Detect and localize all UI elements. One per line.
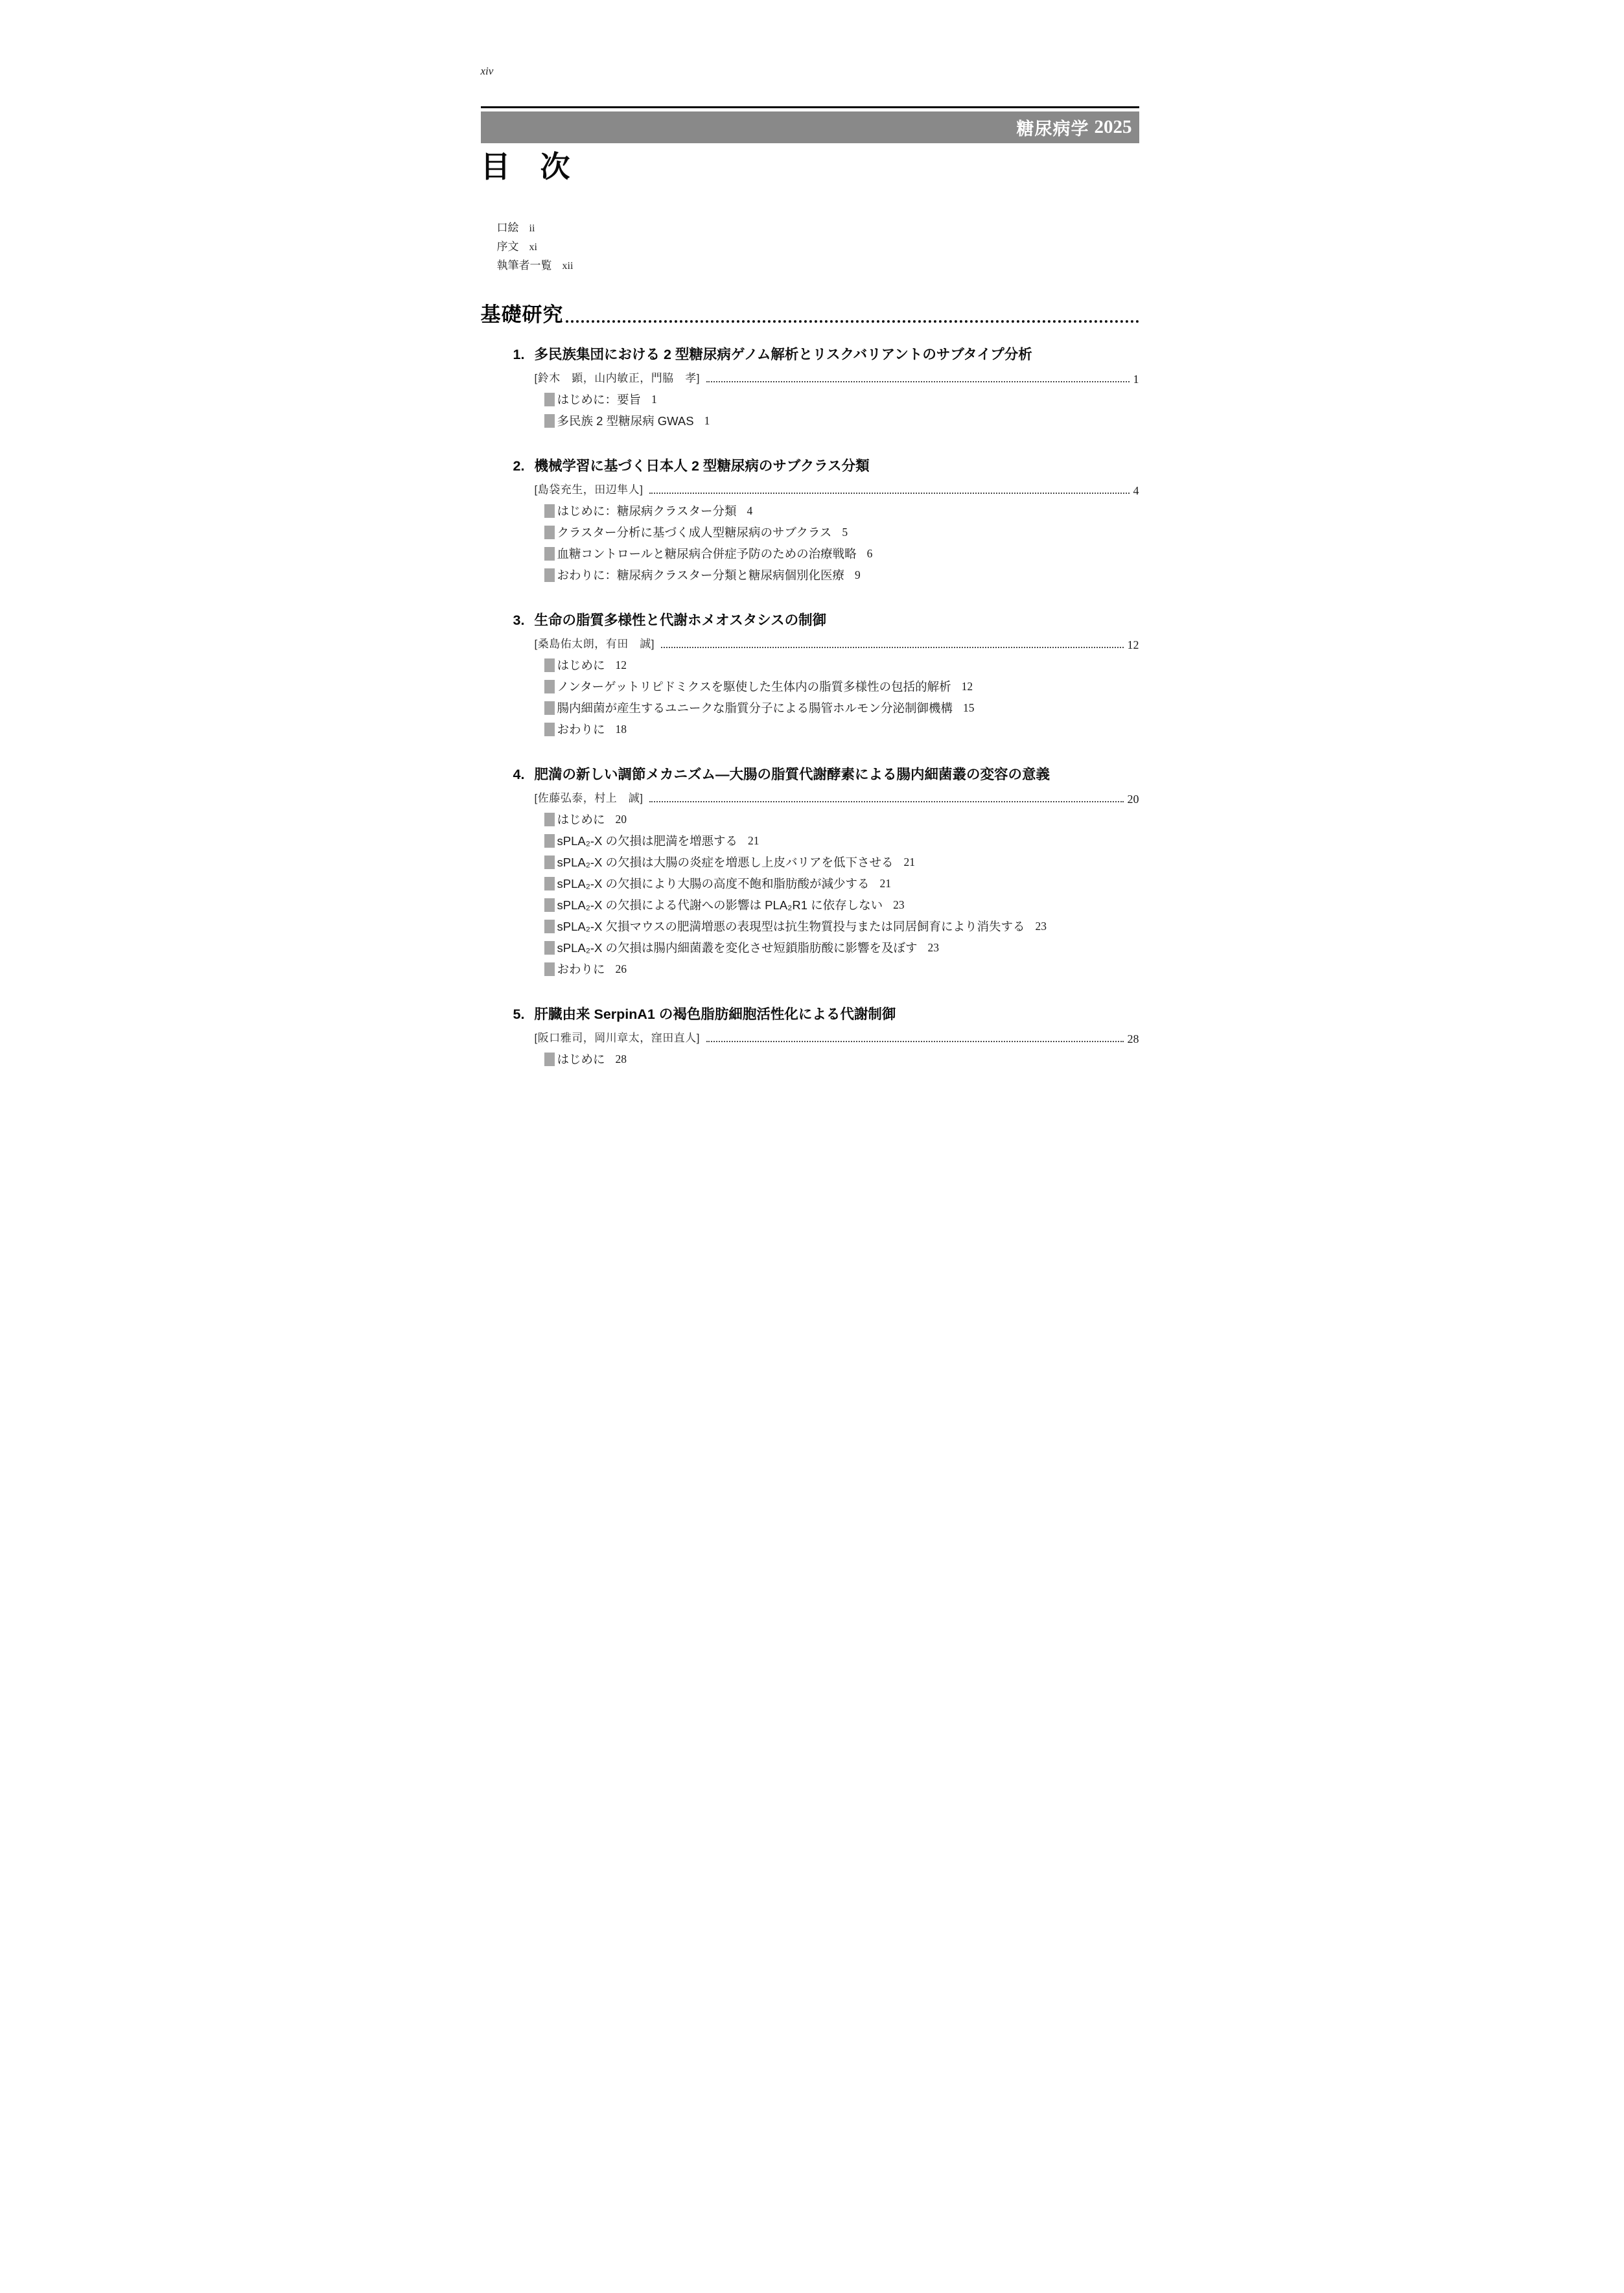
square-bullet-icon <box>544 834 555 848</box>
square-bullet-icon <box>544 920 555 933</box>
front-matter-list <box>481 222 1139 272</box>
toc-subitem <box>544 526 1139 539</box>
toc-subitem <box>544 856 1139 869</box>
subitem-page-number: 23 <box>893 898 905 911</box>
entry-title: 肥満の新しい調節メカニズム―大腸の脂質代謝酵素による腸内細菌叢の変容の意義 <box>534 767 1050 782</box>
dotted-leader <box>649 493 1129 494</box>
subitem-page-number: 21 <box>903 856 916 868</box>
subitem-page-number: 12 <box>615 658 627 671</box>
subitem-title: おわりに <box>557 723 605 736</box>
subitem-page-number: 6 <box>866 547 873 560</box>
dotted-leader <box>706 1041 1124 1042</box>
subitem-title: 腸内細菌が産生するユニークな脂質分子による腸管ホルモン分泌制御機構 <box>557 701 953 715</box>
toc-subitem <box>544 568 1139 582</box>
square-bullet-icon <box>544 393 555 406</box>
entry-authors-row <box>513 791 1139 805</box>
subitem-title: はじめに <box>557 658 605 672</box>
book-title: 糖尿病学 <box>1016 119 1089 139</box>
entry-page-number: 1 <box>1133 373 1139 386</box>
subitem-list <box>513 1053 1139 1066</box>
entry-title-row <box>513 458 1139 474</box>
subitem-page-number: 26 <box>615 962 627 975</box>
subitem-title: sPLA₂-X 欠損マウスの肥満増悪の表現型は抗生物質投与または同居飼育により消失する <box>557 920 1025 933</box>
square-bullet-icon <box>544 877 555 890</box>
entry-authors-row <box>513 483 1139 496</box>
entry-authors: [桑島佑太朗，有田 誠] <box>534 638 655 650</box>
toc-entry <box>481 766 1139 976</box>
subitem-page-number: 1 <box>704 414 710 427</box>
toc-subitem <box>544 393 1139 406</box>
toc-subitem <box>544 898 1139 912</box>
entry-title-row <box>513 612 1139 629</box>
section-header <box>481 303 1139 327</box>
square-bullet-icon <box>544 941 555 955</box>
subitem-title: おわりに：糖尿病クラスター分類と糖尿病個別化医療 <box>557 568 844 582</box>
entry-number: 3. <box>513 612 525 628</box>
entry-page-number: 28 <box>1127 1032 1139 1045</box>
subitem-page-number: 21 <box>879 877 892 890</box>
subitem-page-number: 1 <box>651 393 657 406</box>
entry-authors: [鈴木 顕，山内敏正，門脇 孝] <box>534 372 700 384</box>
square-bullet-icon <box>544 898 555 912</box>
subitem-title: sPLA₂-X の欠損による代謝への影響は PLA₂R1 に依存しない <box>557 898 883 912</box>
entry-title: 機械学習に基づく日本人 2 型糖尿病のサブクラス分類 <box>534 458 870 474</box>
toc-subitem <box>544 701 1139 715</box>
book-year: 2025 <box>1094 117 1132 137</box>
entry-page-number: 20 <box>1127 793 1139 806</box>
entry-title-row <box>513 1006 1139 1023</box>
entry-authors-row <box>513 637 1139 651</box>
subitem-page-number: 20 <box>615 813 627 826</box>
subitem-title: はじめに <box>557 1053 605 1066</box>
square-bullet-icon <box>544 680 555 693</box>
subitem-title: おわりに <box>557 962 605 976</box>
subitem-page-number: 5 <box>842 526 848 539</box>
entry-authors-row <box>513 371 1139 385</box>
subitem-title: sPLA₂-X の欠損は肥満を増悪する <box>557 834 738 848</box>
entry-number: 5. <box>513 1007 525 1022</box>
subitem-page-number: 15 <box>963 701 975 714</box>
toc-subitem <box>544 834 1139 848</box>
page-title: 目 次 <box>480 150 570 183</box>
toc-subitem <box>544 1053 1139 1066</box>
toc-subitem <box>544 941 1139 955</box>
subitem-page-number: 28 <box>615 1053 627 1065</box>
entry-number: 4. <box>513 767 525 782</box>
front-matter-page-number: xii <box>562 261 574 272</box>
square-bullet-icon <box>544 414 555 428</box>
subitem-title: 血糖コントロールと糖尿病合併症予防のための治療戦略 <box>557 547 857 561</box>
subitem-title: クラスター分析に基づく成人型糖尿病のサブクラス <box>557 526 832 539</box>
entry-authors-row <box>513 1031 1139 1045</box>
front-matter-page-number: xi <box>529 242 537 253</box>
front-matter-label: 執筆者一覧 <box>496 259 552 272</box>
entry-title-row <box>513 766 1139 783</box>
entry-page-number: 12 <box>1127 638 1139 651</box>
toc-subitem <box>544 723 1139 736</box>
subitem-list <box>513 813 1139 976</box>
toc-subitem <box>544 547 1139 561</box>
subitem-title: sPLA₂-X の欠損により大腸の高度不飽和脂肪酸が減少する <box>557 877 870 890</box>
front-matter-page-number: ii <box>529 223 535 234</box>
toc-subitem <box>544 813 1139 826</box>
toc-subitem <box>544 920 1139 933</box>
square-bullet-icon <box>544 813 555 826</box>
subitem-title: はじめに <box>557 813 605 826</box>
toc-subitem <box>544 962 1139 976</box>
entry-number: 1. <box>513 347 525 362</box>
entry-title: 多民族集団における 2 型糖尿病ゲノム解析とリスクバリアントのサブタイプ分析 <box>534 347 1032 362</box>
entry-authors: [阪口雅司，岡川章太，窪田直人] <box>534 1032 700 1044</box>
square-bullet-icon <box>544 504 555 518</box>
header-rule <box>481 106 1139 108</box>
section-dotted-leader <box>566 320 1139 323</box>
dotted-leader <box>661 647 1124 648</box>
book-title-banner <box>481 111 1139 143</box>
entry-title-row <box>513 346 1139 363</box>
front-matter-label: 口絵 <box>496 222 519 234</box>
subitem-page-number: 12 <box>961 680 973 693</box>
subitem-page-number: 23 <box>927 941 940 954</box>
subitem-list <box>513 504 1139 582</box>
page-folio: xiv <box>480 65 494 77</box>
front-matter-item <box>497 241 1139 253</box>
subitem-title: はじめに：糖尿病クラスター分類 <box>557 504 737 518</box>
subitem-title: ノンターゲットリピドミクスを駆使した生体内の脂質多様性の包括的解析 <box>557 680 951 693</box>
dotted-leader <box>706 381 1130 382</box>
subitem-title: はじめに：要旨 <box>557 393 642 406</box>
entry-authors: [佐藤弘泰，村上 誠] <box>534 792 644 804</box>
square-bullet-icon <box>544 962 555 976</box>
subitem-page-number: 4 <box>747 504 753 517</box>
entry-authors: [島袋充生，田辺隼人] <box>534 483 644 496</box>
square-bullet-icon <box>544 723 555 736</box>
toc-page <box>406 0 1218 1146</box>
front-matter-item <box>497 222 1139 235</box>
entry-title: 肝臓由来 SerpinA1 の褐色脂肪細胞活性化による代謝制御 <box>534 1007 896 1022</box>
toc-subitem <box>544 680 1139 693</box>
subitem-list <box>513 658 1139 736</box>
toc-subitem <box>544 414 1139 428</box>
toc-entry <box>481 612 1139 736</box>
square-bullet-icon <box>544 701 555 715</box>
subitem-page-number: 21 <box>748 834 760 847</box>
front-matter-label: 序文 <box>496 240 519 253</box>
front-matter-item <box>497 260 1139 272</box>
subitem-title: 多民族 2 型糖尿病 GWAS <box>557 414 694 428</box>
subitem-title: sPLA₂-X の欠損は腸内細菌叢を変化させ短鎖脂肪酸に影響を及ぼす <box>557 941 918 955</box>
subitem-title: sPLA₂-X の欠損は大腸の炎症を増悪し上皮バリアを低下させる <box>557 856 894 869</box>
square-bullet-icon <box>544 568 555 582</box>
section-title: 基礎研究 <box>480 303 564 326</box>
subitem-page-number: 23 <box>1035 920 1047 933</box>
square-bullet-icon <box>544 658 555 672</box>
toc-subitem <box>544 504 1139 518</box>
entry-page-number: 4 <box>1133 484 1139 497</box>
entry-title: 生命の脂質多様性と代謝ホメオスタシスの制御 <box>534 612 827 628</box>
toc-subitem <box>544 658 1139 672</box>
square-bullet-icon <box>544 856 555 869</box>
toc-entry <box>481 458 1139 582</box>
toc-entry <box>481 346 1139 428</box>
square-bullet-icon <box>544 526 555 539</box>
toc-subitem <box>544 877 1139 890</box>
subitem-list <box>513 393 1139 428</box>
toc-entry <box>481 1006 1139 1066</box>
square-bullet-icon <box>544 1053 555 1066</box>
entry-number: 2. <box>513 458 525 474</box>
square-bullet-icon <box>544 547 555 561</box>
dotted-leader <box>649 801 1123 802</box>
subitem-page-number: 18 <box>615 723 627 736</box>
subitem-page-number: 9 <box>854 568 861 581</box>
